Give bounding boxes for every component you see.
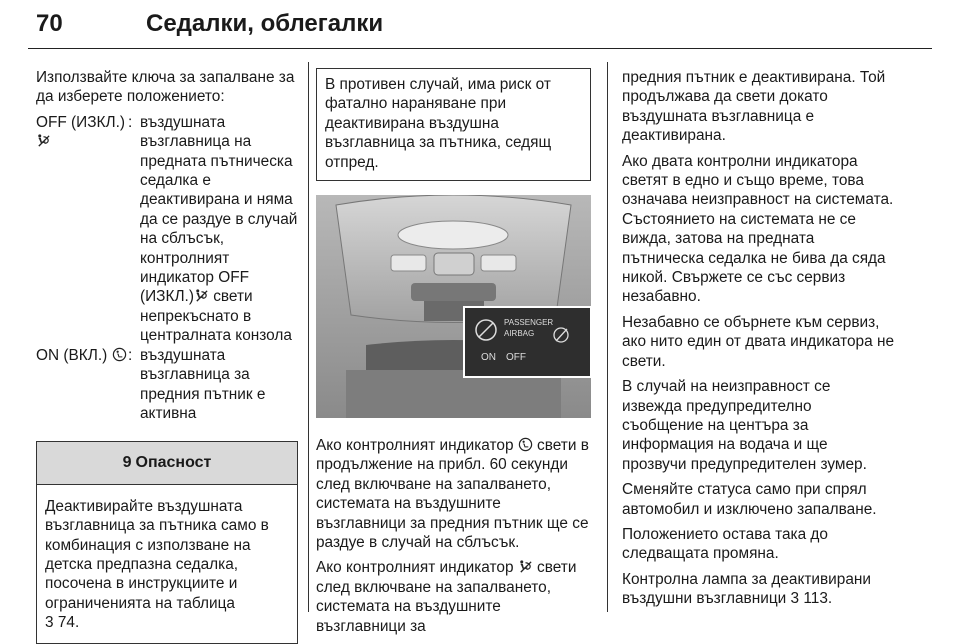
label-airbag: AIRBAG [504,329,535,339]
paragraph: Сменяйте статуса само при спрял автомобил и изключено запалване. [622,481,877,518]
definition-on: ON (ВКЛ.) : въздушната възглавница за предния пътник е активна [36,346,298,424]
ref-arrow-icon: 3 [45,614,54,632]
definition-off: OFF (ИЗКЛ.) : въздушната възглавница на предната пътническа седалка е деактивирана и няма да се раздуе в случай на сблъсък, контролният индикатор OFF (ИЗКЛ.) свети непрекъснато в централната конзола [36,113,298,345]
paragraph: Незабавно се обърнете към сервиз, ако нито един от двата индикатора не свети. [622,313,895,370]
page-reference[interactable]: 113. [803,590,833,608]
label-passenger: PASSENGER [504,318,554,328]
airbag-off-icon [194,288,209,303]
paragraph-reference: Контролна лампа за деактивирани въздушни възглавници 3 113. [622,570,871,608]
airbag-off-icon [518,559,533,574]
column-divider [308,62,309,612]
airbag-off-icon [36,133,51,148]
overhead-console-illustration [316,195,591,418]
airbag-indicator-photo [316,195,591,418]
page-title: Седалки, облегалки [146,10,384,37]
paragraph-on-indicator: Ако контролният индикатор свети в продължение на прибл. 60 секунди след включване на запалването, системата на въздушните възглавници за предния пътник ще се раздуе в случай на сблъсък. [316,437,589,552]
column-3 [622,68,894,615]
paragraph: В случай на неизправност се извежда предупредително съобщение на центъра за информация на водача и ще прозвучи предупредителен зумер. [622,378,867,473]
ref-arrow-icon: 3 [790,590,800,608]
term-on: ON (ВКЛ.) [36,346,108,364]
danger-box [36,441,298,643]
header-rule [28,48,932,49]
airbag-on-icon [518,437,533,452]
page-reference[interactable]: 74. [57,614,80,632]
desc-off-rest: свети непрекъснато в централната конзола [140,288,292,345]
paragraph: Ако двата контролни индикатора светят в едно и също време, това означава неизправност на системата. Състоянието на системата не се вижда, затова на предната пътническа седалка не бива да сяда никой. Свържете се със сервиз незабавно. [622,152,894,306]
column-1 [36,68,298,644]
label-on: ON [481,352,496,364]
paragraph: Положението остава така до следващата промяна. [622,525,828,563]
column-divider [607,62,608,612]
page-number: 70 [36,10,63,37]
airbag-on-icon [112,347,127,362]
warning-body: Деактивирайте въздушната възглавница за пътника само в комбинация с използване на детска предпазна седалка, посочена в инструкциите и ограниченията на таблица [45,497,269,612]
desc-off: въздушната възглавница на предната пътническа седалка е деактивирана и няма да се раздуе в случай на сблъсък, контролният индикатор OFF (ИЗКЛ.) [140,113,298,306]
warning-triangle-icon: 9 [122,454,132,472]
warning-title: Опасност [135,454,212,472]
page-header [28,0,932,52]
note-box: В противен случай, има риск от фатално нараняване при деактивирана въздушна възглавница за пътника, седящ отпред. [316,68,591,181]
column-2 [316,68,591,642]
desc-on: въздушната възглавница за предния пътник е активна [140,346,266,422]
label-off: OFF [506,352,526,364]
term-off: OFF (ИЗКЛ.) [36,113,125,131]
paragraph: предния пътник е деактивирана. Той продължава да свети докато въздушната възглавница е деактивирана. [622,69,886,145]
paragraph-off-indicator: Ако контролният индикатор свети след включване на запалването, системата на въздушните възглавници за [316,559,577,635]
intro-text: Използвайте ключа за запалване за да изберете положението: [36,69,295,106]
